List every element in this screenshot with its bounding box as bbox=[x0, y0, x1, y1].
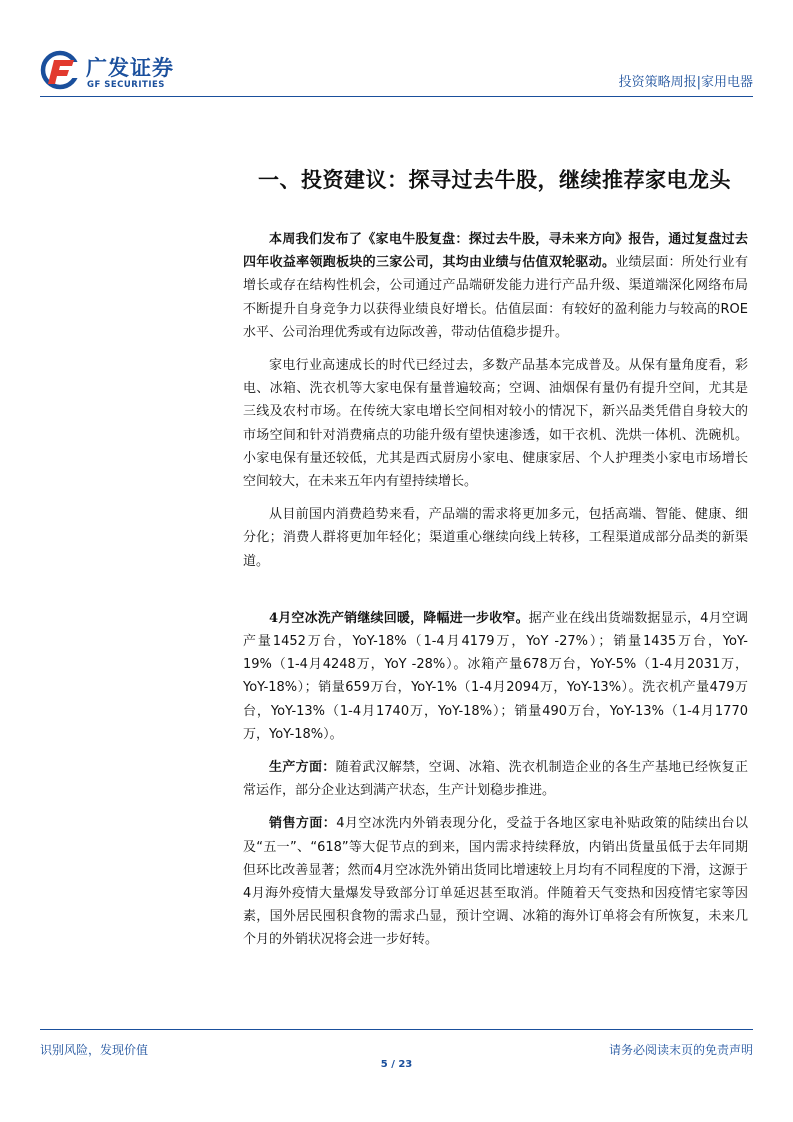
sales-text: 4月空冰洗内外销表现分化，受益于各地区家电补贴政策的陆续出台以及“五一”、“618”等大促节点的到来，国内需求持续释放，内销出货量虽低于去年同期但环比改善显著；然而4月空冰洗外销出货同比增速较上月均有不同程度的下滑，这源于4月海外疫情大量爆发导致部分订单延迟甚至取消。伴随着天气变热和因疫情宅家等因素，国外居民囤积食物的需求凸显，预计空调、冰箱的海外订单将会有所恢复，未来几个月的外销状况将会进一步好转。 bbox=[243, 816, 748, 948]
report-type-label: 投资策略周报|家用电器 bbox=[618, 75, 753, 90]
industry-text: 家电行业高速成长的时代已经过去，多数产品基本完成普及。从保有量角度看，彩电、冰箱、洗衣机等大家电保有量普遍较高；空调、油烟保有量仍有提升空间，尤其是三线及农村市场。在传统大家电增长空间相对较小的情况下，新兴品类凭借自身较大的市场空间和针对消费痛点的功能升级有望快速渗透，如干衣机、洗烘一体机、洗碗机。小家电保有量还较低，尤其是西式厨房小家电、健康家居、个人护理类小家电市场增长空间较大，在未来五年内有望持续增长。 bbox=[243, 358, 748, 490]
header-divider bbox=[40, 96, 753, 97]
paragraph-data bbox=[243, 607, 748, 746]
section-title: 一、投资建议：探寻过去牛股，继续推荐家电龙头 bbox=[258, 167, 731, 192]
paragraph-consumption bbox=[243, 503, 748, 573]
production-lead: 生产方面： bbox=[269, 760, 336, 776]
report-body bbox=[243, 228, 748, 962]
logo-english-name: GF SECURITIES bbox=[87, 80, 165, 90]
gf-securities-logo bbox=[40, 48, 240, 92]
paragraph-industry bbox=[243, 354, 748, 493]
summary-lead: 本周我们发布了《家电牛股复盘：探过去牛股，寻未来方向》报告，通过复盘过去四年收益率领跑板块的三家公司，其均由业绩与估值双轮驱动。 bbox=[243, 232, 748, 271]
paragraph-production bbox=[243, 756, 748, 802]
data-lead: 4月空冰洗产销继续回暖，降幅进一步收窄。 bbox=[269, 610, 529, 626]
gf-logo-icon bbox=[40, 48, 84, 92]
logo-chinese-name: 广发证券 bbox=[86, 56, 174, 80]
footer-divider bbox=[40, 1029, 753, 1030]
paragraph-sales bbox=[243, 812, 748, 951]
consumption-text: 从目前国内消费趋势来看，产品端的需求将更加多元，包括高端、智能、健康、细分化；消费人群将更加年轻化；渠道重心继续向线上转移，工程渠道成部分品类的新渠道。 bbox=[243, 507, 748, 569]
page-number: 5 / 23 bbox=[380, 1059, 413, 1070]
page-header bbox=[40, 48, 753, 98]
paragraph-gap bbox=[243, 583, 748, 607]
summary-text: 业绩层面：所处行业有增长或存在结构性机会，公司通过产品端研发能力进行产品升级、渠道端深化网络布局不断提升自身竞争力以获得业绩良好增长。估值层面：有较好的盈利能力与较高的ROE水平、公司治理优秀或有边际改善，带动估值稳步提升。 bbox=[243, 255, 748, 340]
footer-disclaimer-link: 请务必阅读末页的免责声明 bbox=[608, 1043, 753, 1057]
sales-lead: 销售方面： bbox=[269, 816, 337, 832]
production-text: 随着武汉解禁，空调、冰箱、洗衣机制造企业的各生产基地已经恢复正常运作，部分企业达到满产状态，生产计划稳步推进。 bbox=[243, 760, 748, 799]
footer-slogan: 识别风险，发现价值 bbox=[40, 1043, 149, 1057]
data-text: 据产业在线出货端数据显示，4月空调产量1452万台，YoY-18%（1-4月4179万，YoY -27%）；销量1435万台，YoY-19%（1-4月4248万，YoY -28%）。冰箱产量678万台，YoY-5%（1-4月2031万，YoY-18%）；销量659万台，YoY-1%（1-4月2094万，YoY-13%）。洗衣机产量479万台，YoY-13%（1-4月1740万，YoY-18%）；销量490万台，YoY-13%（1-4月1770万，YoY-18%）。 bbox=[243, 610, 749, 742]
paragraph-summary bbox=[243, 228, 748, 344]
